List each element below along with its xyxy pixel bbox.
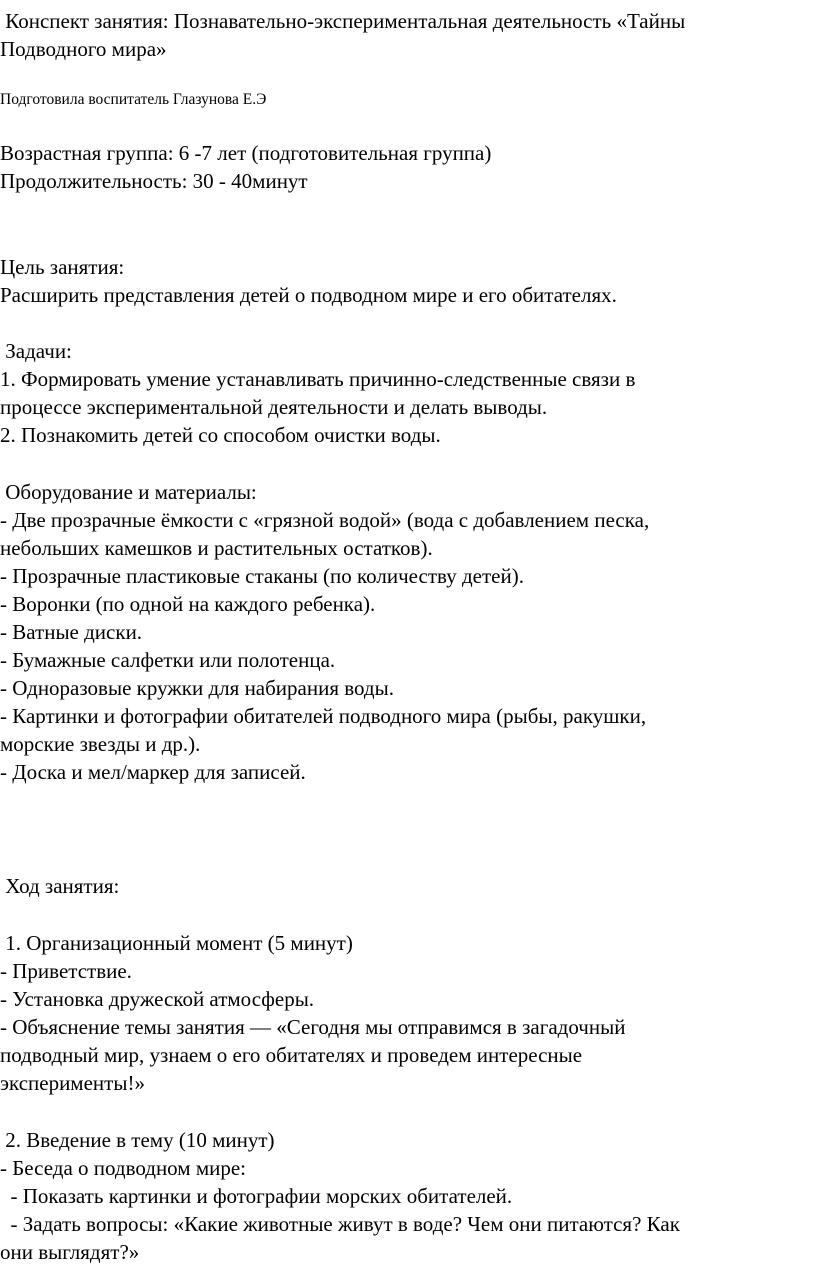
equipment-line: - Две прозрачные ёмкости с «грязной водой» (вода с добавлением песка, xyxy=(0,508,650,532)
tasks-heading: Задачи: xyxy=(0,339,72,363)
equipment-heading: Оборудование и материалы: xyxy=(0,480,257,504)
equipment-line: - Доска и мел/маркер для записей. xyxy=(0,760,306,784)
equipment-line: небольших камешков и растительных остатков). xyxy=(0,536,433,560)
course-heading: Ход занятия: xyxy=(0,874,120,898)
section-1-line: подводный мир, узнаем о его обитателях и проведем интересные xyxy=(0,1043,583,1067)
equipment-line: - Картинки и фотографии обитателей подводного мира (рыбы, ракушки, xyxy=(0,704,647,728)
equipment-line: - Одноразовые кружки для набирания воды. xyxy=(0,676,394,700)
title-line-2: Подводного мира» xyxy=(0,37,167,61)
section-1-line: - Приветствие. xyxy=(0,959,132,983)
age-group-line: Возрастная группа: 6 -7 лет (подготовительная группа) xyxy=(0,141,492,165)
duration-line: Продолжительность: 30 - 40минут xyxy=(0,169,308,193)
title-line-1: Конспект занятия: Познавательно-экспериментальная деятельность «Тайны xyxy=(0,9,686,33)
task-line: процессе экспериментальной деятельности и делать выводы. xyxy=(0,395,548,419)
equipment-line: - Бумажные салфетки или полотенца. xyxy=(0,648,336,672)
task-line: 1. Формировать умение устанавливать причинно-следственные связи в xyxy=(0,367,636,391)
equipment-line: морские звезды и др.). xyxy=(0,732,201,756)
section-2-line: - Задать вопросы: «Какие животные живут в воде? Чем они питаются? Как xyxy=(0,1212,680,1236)
equipment-line: - Ватные диски. xyxy=(0,620,143,644)
section-1-line: - Объяснение темы занятия — «Сегодня мы отправимся в загадочный xyxy=(0,1015,626,1039)
goal-heading: Цель занятия: xyxy=(0,255,125,279)
section-1-line: эксперименты!» xyxy=(0,1071,145,1095)
section-2-line: - Беседа о подводном мире: xyxy=(0,1156,247,1180)
section-1-heading: 1. Организационный момент (5 минут) xyxy=(0,931,353,955)
author-line: Подготовила воспитатель Глазунова Е.Э xyxy=(0,91,267,108)
section-2-line: - Показать картинки и фотографии морских обитателей. xyxy=(0,1184,513,1208)
equipment-line: - Воронки (по одной на каждого ребенка). xyxy=(0,592,376,616)
section-1-line: - Установка дружеской атмосферы. xyxy=(0,987,315,1011)
goal-text: Расширить представления детей о подводном мире и его обитателях. xyxy=(0,283,617,307)
task-line: 2. Познакомить детей со способом очистки воды. xyxy=(0,423,441,447)
section-2-line: они выглядят?» xyxy=(0,1240,140,1264)
section-2-heading: 2. Введение в тему (10 минут) xyxy=(0,1128,275,1152)
equipment-line: - Прозрачные пластиковые стаканы (по количеству детей). xyxy=(0,564,524,588)
